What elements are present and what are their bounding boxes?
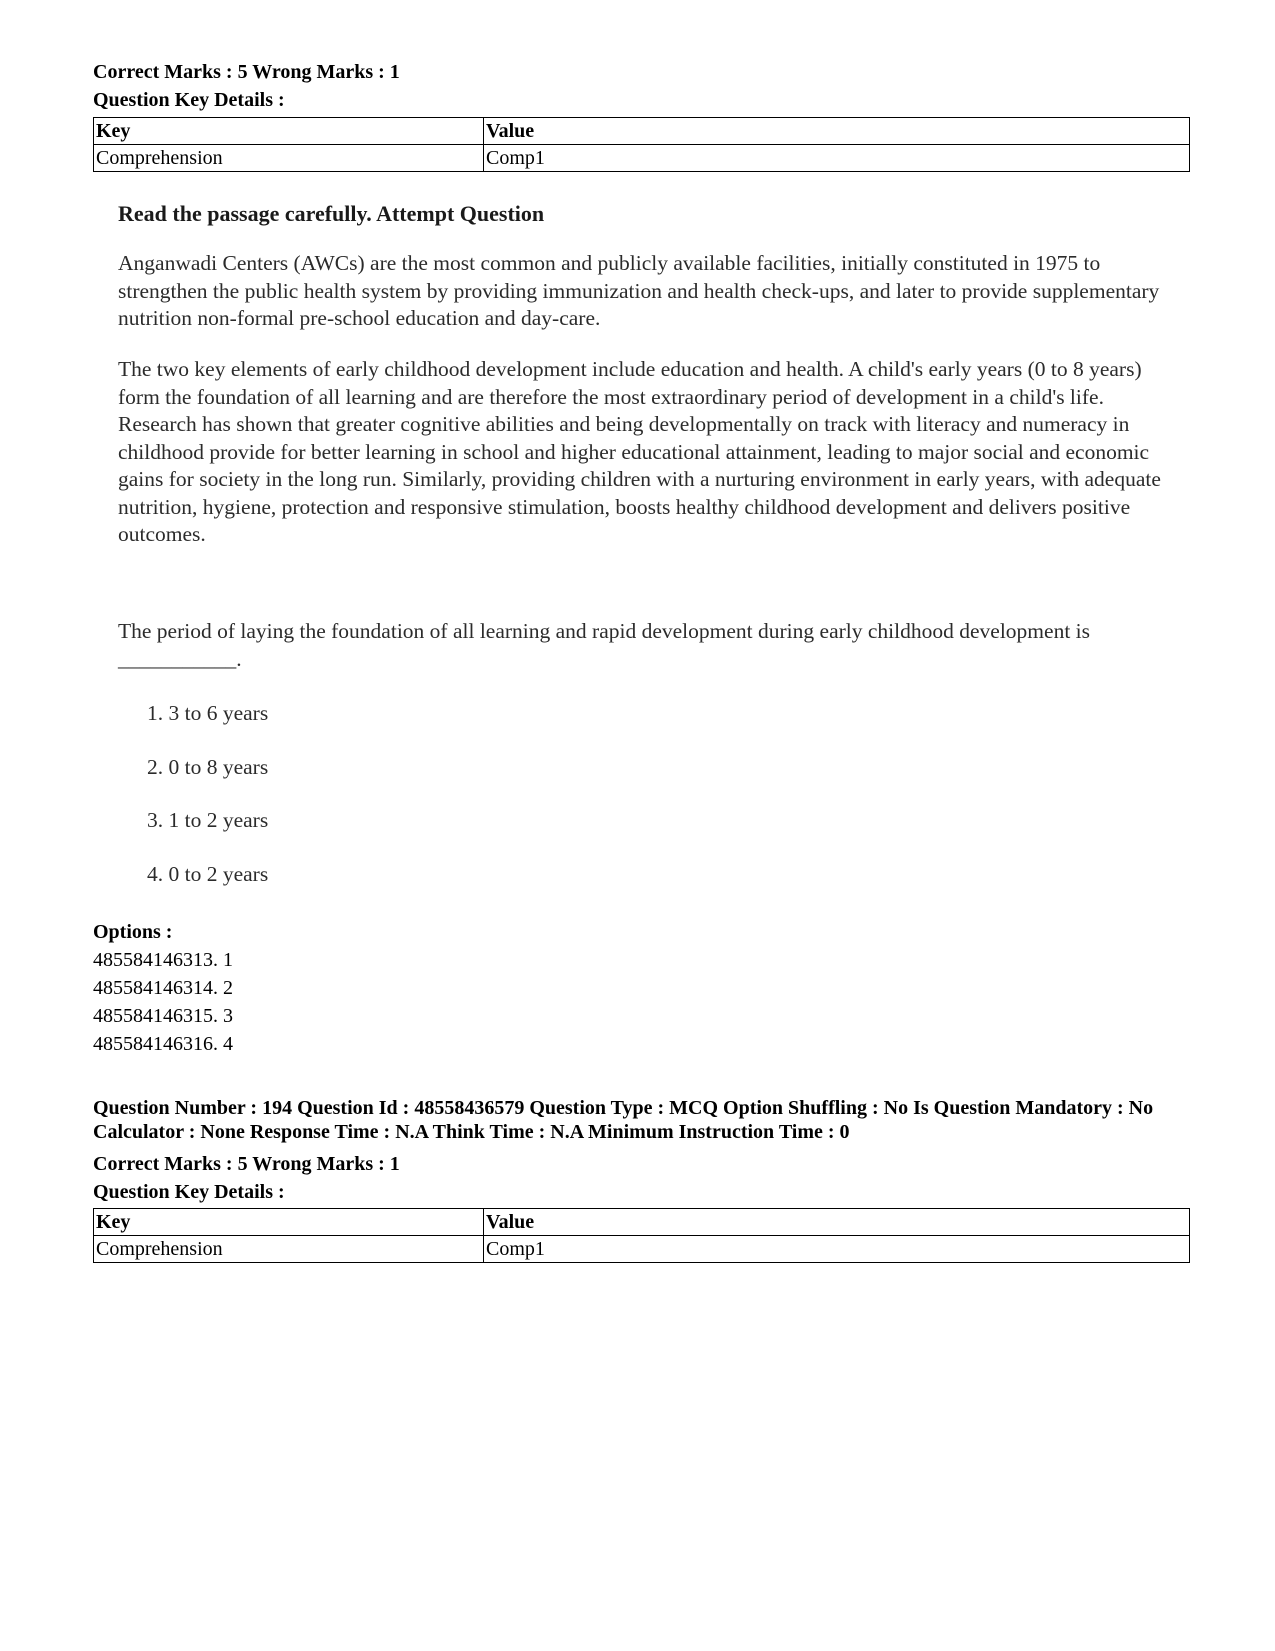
choice-item: 2. 0 to 8 years [147,755,269,779]
marks-line: Correct Marks : 5 Wrong Marks : 1 [93,1153,400,1175]
table-header-key: Key [94,1209,484,1236]
option-item: 485584146316. 4 [93,1033,233,1055]
choice-item: 1. 3 to 6 years [147,701,269,725]
table-header-row [94,118,1190,145]
passage-paragraph-2: The two key elements of early childhood development include education and health. A child's early years (0 to 8 years) form the foundation of all learning and are therefore the most extraordinary period of development in a child's life. Research has shown that greater cognitive abilities and being developmentally on track with literacy and numeracy in childhood provide for better learning in school and higher educational attainment, leading to major social and economic gains for society in the long run. Similarly, providing children with a nurturing environment in early years, with adequate nutrition, hygiene, protection and responsive stimulation, boosts healthy childhood development and delivers positive outcomes. [118,357,1161,546]
option-item: 485584146314. 2 [93,977,233,999]
option-item: 485584146313. 1 [93,949,233,971]
passage-paragraph-1: Anganwadi Centers (AWCs) are the most common and publicly available facilities, initially constituted in 1975 to strengthen the public health system by providing immunization and health check-ups, and later to provide supplementary nutrition non-formal pre-school education and day-care. [118,251,1160,330]
passage-question: The period of laying the foundation of all learning and rapid development during early childhood development is ___________. [118,619,1091,671]
question-key-table [93,1208,1190,1263]
table-cell-value: Comp1 [484,145,1190,172]
table-cell-key: Comprehension [94,1236,484,1263]
question-key-table [93,117,1190,172]
options-label: Options : [93,921,173,943]
table-row [94,1236,1190,1263]
option-item: 485584146315. 3 [93,1005,233,1027]
question-key-details-label: Question Key Details : [93,89,285,111]
question-meta: Question Number : 194 Question Id : 48558436579 Question Type : MCQ Option Shuffling : No Is Question Mandatory : No Calculator : None Response Time : N.A Think Time : N.A Minimum Instruction Time : 0 [93,1097,1154,1143]
choice-item: 3. 1 to 2 years [147,808,269,832]
question-key-details-label: Question Key Details : [93,1181,285,1203]
table-header-value: Value [484,1209,1190,1236]
table-cell-value: Comp1 [484,1236,1190,1263]
table-row [94,145,1190,172]
table-header-row [94,1209,1190,1236]
table-header-key: Key [94,118,484,145]
table-header-value: Value [484,118,1190,145]
choice-item: 4. 0 to 2 years [147,862,269,886]
marks-line: Correct Marks : 5 Wrong Marks : 1 [93,61,400,83]
passage-heading: Read the passage carefully. Attempt Question [118,201,545,226]
table-cell-key: Comprehension [94,145,484,172]
